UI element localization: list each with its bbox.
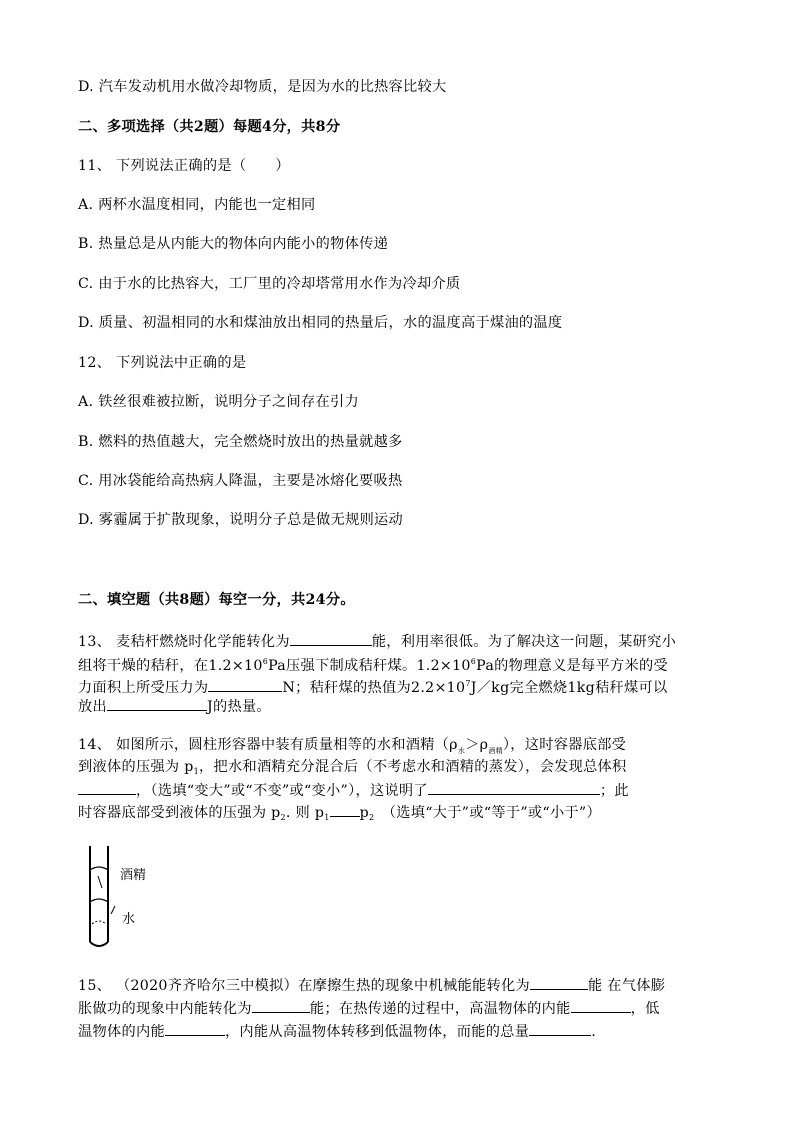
- q11-option-a: A. 两杯水温度相同，内能也一定相同: [78, 197, 316, 213]
- q14-text: ；此: [599, 783, 629, 799]
- q13-text: Pa压强下制成秸秆煤。1.2×10: [268, 658, 471, 674]
- q15-text: ，内能从高温物体转移到低温物体，而能的总量: [224, 1024, 530, 1040]
- q12-option-d: D. 雾霾属于扩散现象，说明分子总是做无规则运动: [78, 512, 404, 528]
- q15-text: ，低: [630, 1001, 660, 1017]
- cylinder-diagram: [84, 842, 164, 952]
- exponent: 6: [470, 657, 477, 666]
- q12-option-a: A. 铁丝很难被拉断，说明分子之间存在引力: [78, 394, 359, 410]
- answer-blank[interactable]: [78, 779, 136, 795]
- q14-line-3: [78, 779, 629, 801]
- q14-text: ，（选填“变大”或“不变”或“变小”），这说明了: [136, 783, 428, 799]
- alcohol-label-pointer: [98, 876, 102, 888]
- q10-option-d: D. 汽车发动机用水做冷却物质，是因为水的比热容比较大: [78, 79, 447, 95]
- q15-line-2: [78, 997, 660, 1019]
- answer-blank[interactable]: [252, 997, 310, 1013]
- answer-blank[interactable]: [330, 801, 360, 817]
- q11-option-c: C. 由于水的比热容大，工厂里的冷却塔常用水作为冷却介质: [78, 276, 461, 292]
- q15-text: 温物体的内能: [78, 1024, 165, 1040]
- answer-blank[interactable]: [208, 676, 282, 692]
- section-fill-blank-title: 二、填空题（共8题）每空一分，共24分。: [78, 592, 355, 608]
- q14-text: （选填“大于”或“等于”或“小于”）: [374, 805, 601, 821]
- q14-text: . 则 p: [285, 805, 325, 821]
- answer-blank[interactable]: [290, 630, 372, 646]
- section-multiple-choice-title: 二、多项选择（共2题）每题4分，共8分: [78, 119, 341, 135]
- label-alcohol: 酒精: [120, 868, 147, 883]
- q14-text: ，把水和酒精充分混合后（不考虑水和酒精的蒸发），会发现总体积: [199, 759, 627, 775]
- answer-blank[interactable]: [530, 974, 588, 990]
- cylinder-bottom: [90, 942, 108, 946]
- q14-text: 到液体的压强为 p: [78, 759, 194, 775]
- q13-text: 放出: [78, 699, 107, 715]
- exponent: 7: [465, 679, 471, 688]
- q13-text: 力面积上所受压力为: [78, 680, 209, 696]
- q13-text: N；秸秆煤的热值为2.2×10: [282, 680, 466, 696]
- q11-option-b: B. 热量总是从内能大的物体向内能小的物体传递: [78, 236, 389, 252]
- water-ripple: [92, 921, 106, 924]
- q11-stem: 11、 下列说法正确的是（ ）: [78, 158, 290, 174]
- q12-option-b: B. 燃料的热值越大，完全燃烧时放出的热量就越多: [78, 434, 403, 450]
- subscript: 2: [369, 813, 375, 822]
- q15-text: 能 在气体膨: [587, 978, 666, 994]
- subscript: 1: [193, 767, 199, 776]
- q11-option-d: D. 质量、初温相同的水和煤油放出相同的热量后，水的温度高于煤油的温度: [78, 315, 563, 331]
- subscript: 酒精: [488, 747, 503, 755]
- exponent: 6: [262, 657, 269, 666]
- answer-blank[interactable]: [571, 997, 631, 1013]
- q15-line-1: [78, 974, 665, 996]
- answer-blank[interactable]: [428, 779, 600, 795]
- q13-line-2: [78, 652, 668, 676]
- q12-stem: 12、 下列说法中正确的是: [78, 355, 247, 371]
- q15-text: 15、 （2020齐齐哈尔三中模拟）在摩擦生热的现象中机械能能转化为: [78, 978, 530, 994]
- q12-option-c: C. 用冰袋能给高热病人降温，主要是冰熔化要吸热: [78, 473, 403, 489]
- answer-blank[interactable]: [107, 695, 207, 711]
- q13-line-4: [78, 695, 271, 717]
- alcohol-surface: [90, 867, 108, 870]
- cylinder-figure: [84, 842, 164, 952]
- q13-text: 组将干燥的秸秆，在1.2×10: [78, 658, 263, 674]
- q14-line-4: [78, 801, 601, 828]
- answer-blank[interactable]: [529, 1020, 591, 1036]
- q15-text: .: [591, 1024, 596, 1040]
- q13-line-1: [78, 630, 676, 652]
- q15-line-3: [78, 1020, 596, 1042]
- subscript: 1: [324, 813, 330, 822]
- q13-text: J／kg完全燃烧1kg秸秆煤可以: [470, 680, 668, 696]
- subscript: 水: [457, 747, 466, 755]
- q14-text: p: [359, 805, 370, 821]
- subscript: 2: [280, 813, 286, 822]
- water-label-pointer: [111, 906, 115, 914]
- q13-text: 能，利用率很低。为了解决这一问题，某研究小: [371, 634, 677, 650]
- q15-text: 胀做功的现象中内能转化为: [78, 1001, 252, 1017]
- q13-text: J的热量。: [206, 699, 271, 715]
- q14-text: ），这时容器底部受: [502, 737, 627, 753]
- label-water: 水: [122, 912, 136, 927]
- q15-text: 能；在热传递的过程中，高温物体的内能: [309, 1001, 571, 1017]
- q13-text: 13、 麦秸杆燃烧时化学能转化为: [78, 634, 290, 650]
- q13-text: Pa的物理意义是每平方米的受: [476, 658, 668, 674]
- q14-text: 时容器底部受到液体的压强为 p: [78, 805, 281, 821]
- q14-text: ＞ρ: [465, 737, 489, 753]
- water-surface: [90, 899, 108, 902]
- answer-blank[interactable]: [165, 1020, 225, 1036]
- q14-text: 14、 如图所示，圆柱形容器中装有质量相等的水和酒精（ρ: [78, 737, 458, 753]
